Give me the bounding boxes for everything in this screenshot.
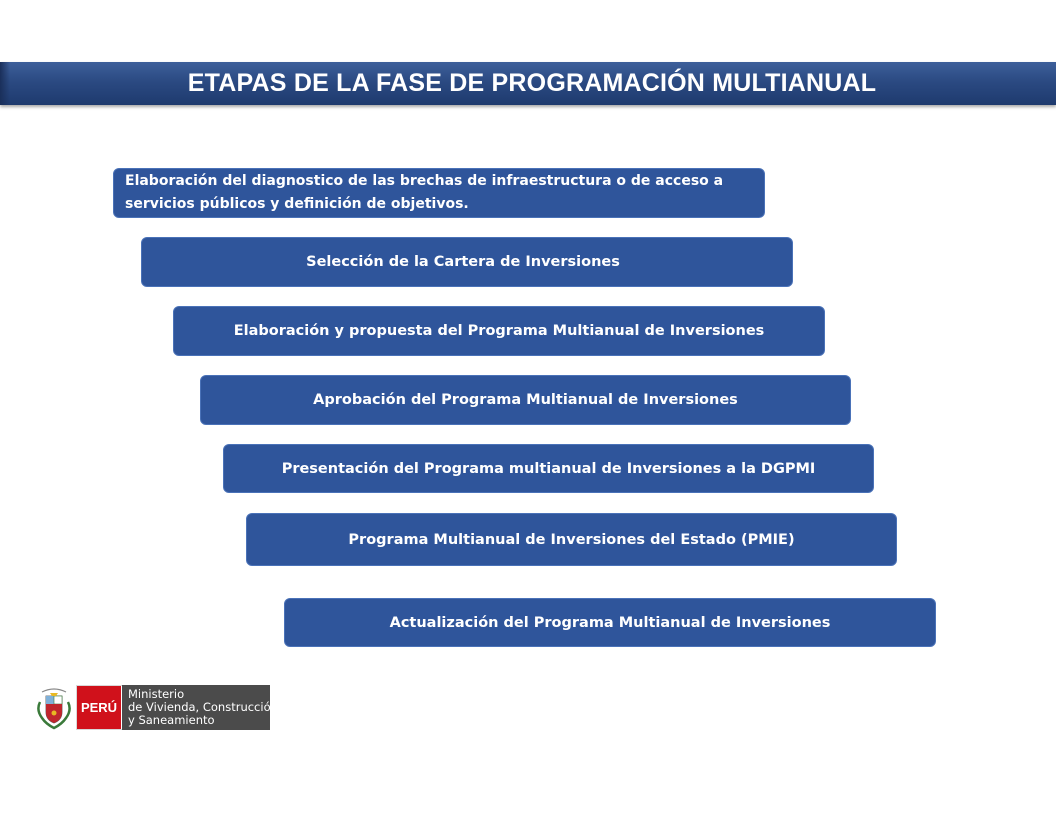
step-presentacion-dgpmi [223, 444, 874, 493]
title-banner [0, 62, 1056, 105]
step-pmie [246, 513, 897, 566]
step-aprobacion [200, 375, 851, 425]
ministry-line1: Ministerio [128, 687, 185, 701]
peru-coat-of-arms-icon [36, 684, 72, 731]
page-title: ETAPAS DE LA FASE DE PROGRAMACIÓN MULTIANUAL [187, 69, 877, 97]
step-seleccion-cartera [141, 237, 793, 287]
peru-label: PERÚ [77, 686, 121, 729]
step-elaboracion-propuesta [173, 306, 825, 356]
step-pmie-label: Programa Multianual de Inversiones del Estado (PMIE) [348, 531, 795, 548]
step-diagnostico-line1: Elaboración del diagnostico de las brechas de infraestructura o de acceso a [125, 173, 724, 189]
step-presentacion-dgpmi-label: Presentación del Programa multianual de Inversiones a la DGPMI [281, 460, 816, 477]
ministry-line3: y Saneamiento [128, 713, 215, 727]
step-diagnostico-line2: servicios públicos y definición de objetivos. [125, 196, 469, 212]
step-actualizacion [284, 598, 936, 647]
step-seleccion-cartera-label: Selección de la Cartera de Inversiones [306, 254, 620, 270]
step-aprobacion-label: Aprobación del Programa Multianual de Inversiones [313, 392, 738, 408]
step-actualizacion-label: Actualización del Programa Multianual de Inversiones [389, 614, 831, 631]
step-diagnostico [113, 168, 765, 218]
ministry-logo [36, 684, 278, 731]
step-elaboracion-propuesta-label: Elaboración y propuesta del Programa Multianual de Inversiones [233, 323, 765, 339]
ministry-line2: de Vivienda, Construcción [128, 700, 278, 714]
ministry-name [122, 685, 278, 730]
